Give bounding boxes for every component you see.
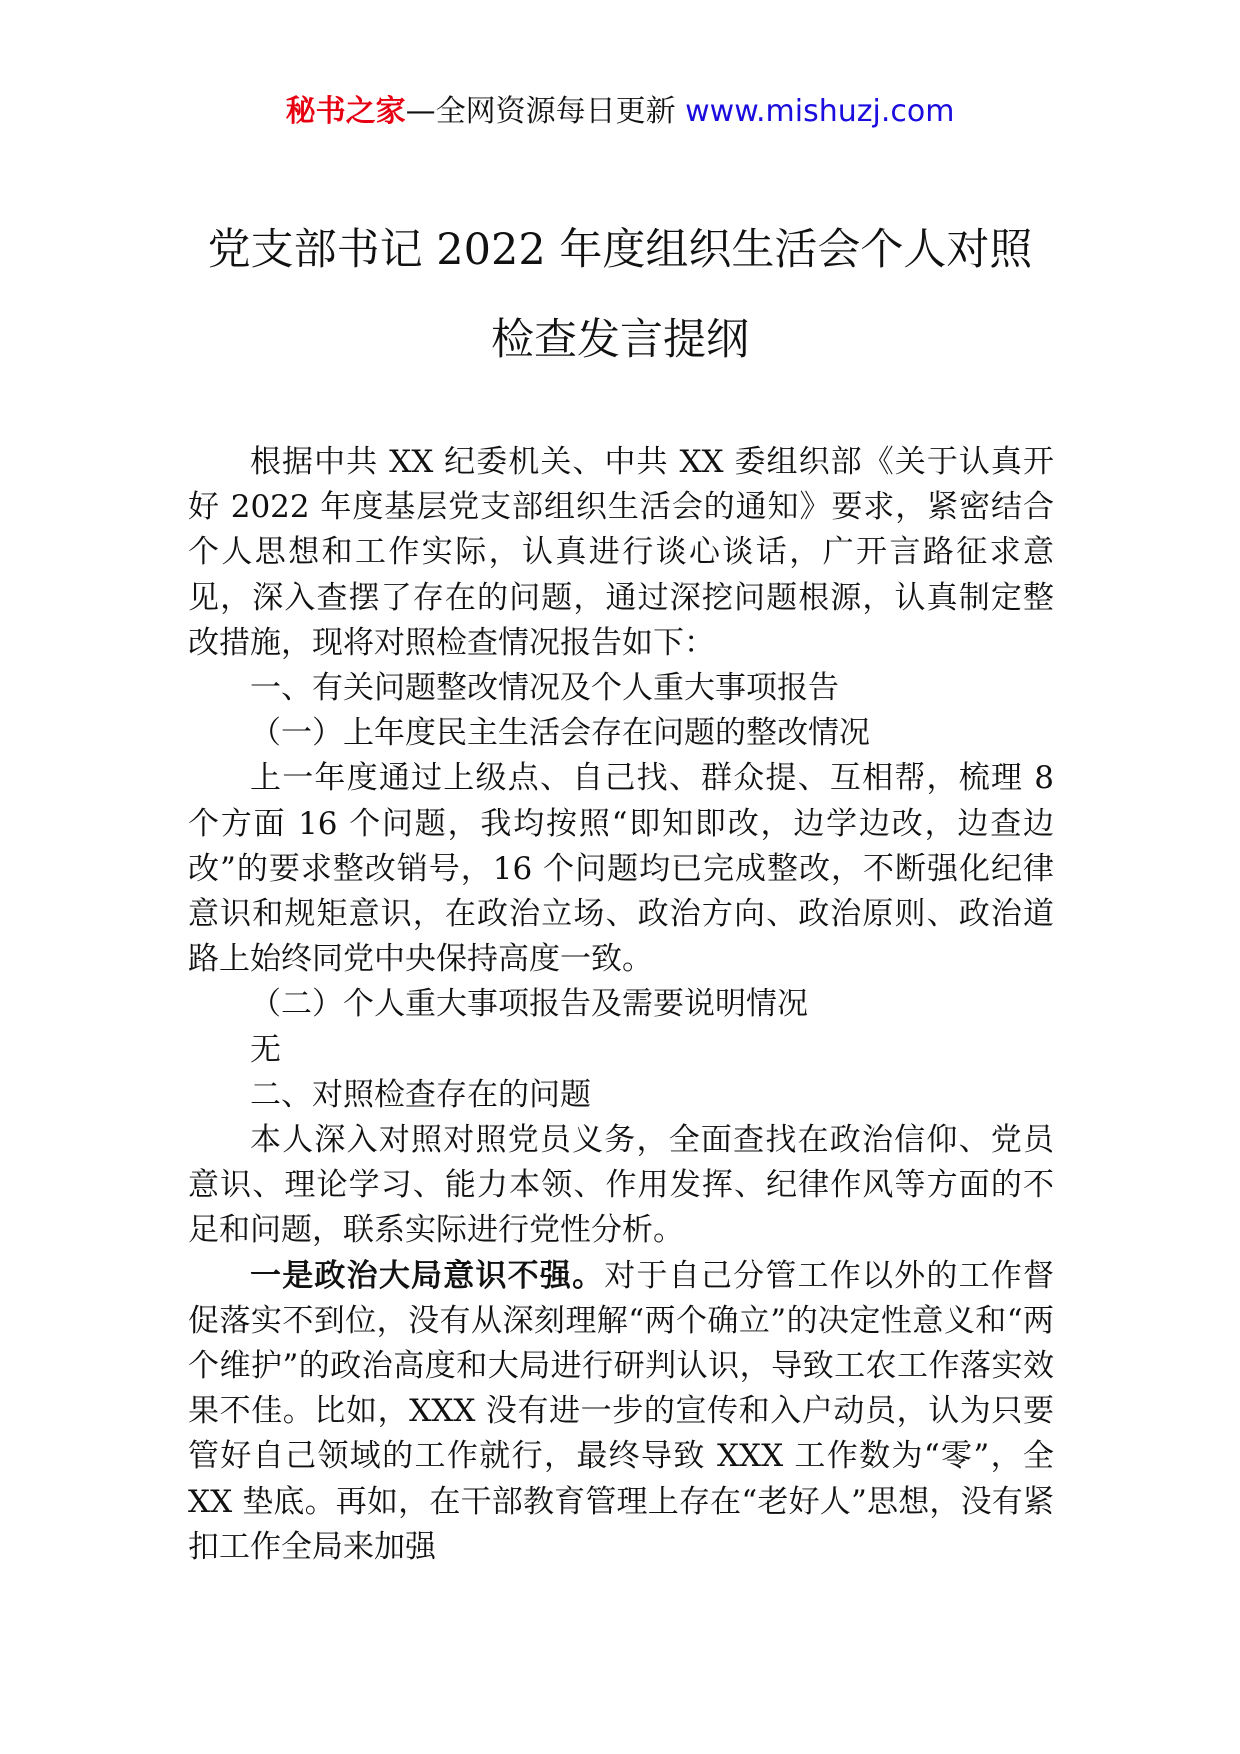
paragraph-self-check: 本人深入对照对照党员义务，全面查找在政治信仰、党员意识、理论学习、能力本领、作用发挥、纪律作风等方面的不足和问题，联系实际进行党性分析。 [188, 1122, 1054, 1249]
subsection-heading-1: （一）上年度民主生活会存在问题的整改情况 [250, 715, 870, 752]
paragraph-issue-1 [188, 1254, 1054, 1570]
section-heading-2: 二、对照检查存在的问题 [250, 1076, 591, 1113]
header-tagline: —全网资源每日更新 [405, 94, 686, 129]
intro-paragraph: 根据中共 XX 纪委机关、中共 XX 委组织部《关于认真开好 2022 年度基层党支部组织生活会的通知》要求，紧密结合个人思想和工作实际，认真进行谈心谈话，广开言路征求意见，深入查摆了存在的问题，通过深挖问题根源，认真制定整改措施，现将对照检查情况报告如下： [188, 444, 1054, 661]
title-line-1: 党支部书记 2022 年度组织生活会个人对照 [207, 225, 1033, 275]
subsection-heading-2: （二）个人重大事项报告及需要说明情况 [250, 986, 808, 1023]
issue-1-lead: 一是政治大局意识不强。 [250, 1257, 605, 1294]
site-header [0, 92, 1240, 132]
document-title [120, 205, 1120, 385]
title-line-2: 检查发言提纲 [491, 315, 749, 365]
site-link[interactable]: www.mishuzj.com [685, 94, 955, 129]
paragraph-rectification: 上一年度通过上级点、自己找、群众提、互相帮，梳理 8 个方面 16 个问题，我均按照“即知即改，边学边改，边查边改”的要求整改销号，16 个问题均已完成整改，不断强化纪律意识和规矩意识，在政治立场、政治方向、政治原则、政治道路上始终同党中央保持高度一致。 [188, 760, 1054, 978]
brand-name: 秘书之家 [285, 94, 406, 129]
document-body [188, 440, 1054, 1570]
issue-1-text: 对于自己分管工作以外的工作督促落实不到位，没有从深刻理解“两个确立”的决定性意义和“两个维护”的政治高度和大局进行研判认识，导致工农工作落实效果不佳。比如，XXX 没有进一步的宣传和入户动员，认为只要管好自己领域的工作就行，最终导致 XXX 工作数为“零”，全 XX 垫底。再如，在干部教育管理上存在“老好人”思想，没有紧扣工作全局来加强 [188, 1257, 1055, 1565]
section-heading-1: 一、有关问题整改情况及个人重大事项报告 [250, 670, 839, 707]
paragraph-none: 无 [250, 1031, 281, 1068]
